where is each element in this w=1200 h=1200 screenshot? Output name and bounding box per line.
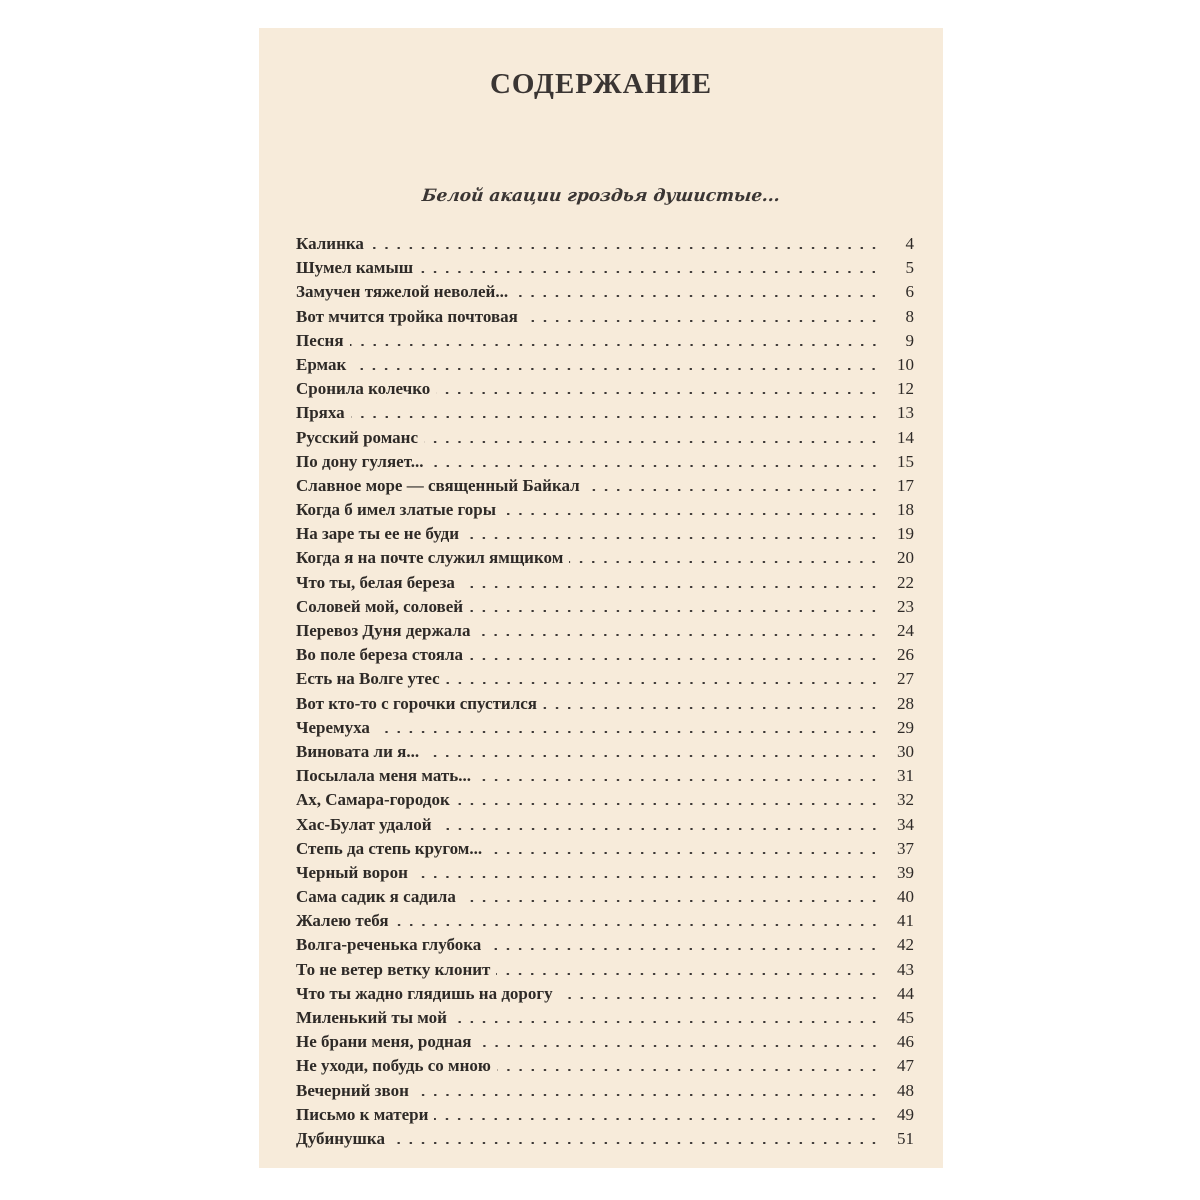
toc-entry-title: Сронила колечко — [296, 379, 431, 399]
toc-entry — [296, 546, 914, 570]
dot-leader — [456, 803, 880, 805]
toc-entry-title: По дону гуляет... — [296, 451, 424, 471]
toc-entry-page-number: 10 — [897, 354, 914, 374]
toc-entry-title: Хас-Булат удалой — [296, 814, 432, 834]
toc-entry-page-number: 20 — [897, 548, 914, 568]
toc-entry-title: Ах, Самара-городок — [296, 790, 450, 810]
toc-entry-title: Что ты, белая береза — [296, 572, 455, 592]
toc-entry-page-number: 12 — [897, 379, 914, 399]
dot-leader — [395, 924, 880, 926]
toc-entry-page-number: 45 — [897, 1008, 914, 1027]
toc-entry — [296, 377, 914, 401]
toc-entry-page-number: 42 — [897, 935, 914, 955]
toc-entry-page-number: 46 — [897, 1032, 914, 1052]
toc-entry — [296, 571, 914, 595]
dot-leader — [586, 489, 880, 491]
dot-leader — [391, 1142, 880, 1144]
dot-leader — [352, 368, 880, 370]
page-title: СОДЕРЖАНИЕ — [489, 68, 713, 100]
dot-leader — [376, 731, 880, 733]
toc-entry — [296, 813, 914, 837]
toc-entry-title: Не брани меня, родная — [296, 1032, 472, 1052]
dot-leader — [524, 320, 880, 322]
toc-entry-title: Миленький ты мой — [296, 1008, 447, 1027]
toc-entry — [296, 1030, 914, 1054]
dot-leader — [414, 876, 880, 878]
toc-entry — [296, 1127, 914, 1151]
toc-entry-page-number: 6 — [905, 282, 914, 302]
toc-entry-title: Славное море — священный Байкал — [296, 475, 580, 495]
toc-entry-page-number: 43 — [897, 959, 914, 979]
toc-entry-title: Ермак — [296, 354, 347, 374]
toc-entry-page-number: 41 — [897, 911, 914, 931]
toc-entry — [296, 1079, 914, 1103]
toc-entry — [296, 692, 914, 716]
toc-entry-title: Вот кто-то с горочки спустился — [296, 693, 537, 713]
toc-entry-page-number: 51 — [897, 1128, 914, 1148]
toc-entry-title: Шумел камыш — [296, 258, 414, 278]
toc-entry-page-number: 15 — [897, 451, 914, 471]
toc-entry — [296, 958, 914, 982]
toc-entry-page-number: 49 — [897, 1104, 914, 1124]
toc-entry-page-number: 32 — [897, 790, 914, 810]
toc-entry-title: Не уходи, побудь со мною — [296, 1056, 491, 1076]
toc-entry-title: То не ветер ветку клонит — [296, 959, 491, 979]
toc-entry-page-number: 19 — [897, 524, 914, 544]
toc-entry — [296, 280, 914, 304]
toc-entry — [296, 909, 914, 933]
dot-leader — [478, 1045, 881, 1047]
toc-entry — [296, 1103, 914, 1127]
toc-entry-title: Вечерний звон — [296, 1080, 409, 1100]
toc-entry — [296, 619, 914, 643]
toc-entry — [296, 232, 914, 256]
toc-entry — [296, 764, 914, 788]
toc-entry-page-number: 31 — [897, 766, 914, 786]
toc-entry-title: Волга-реченька глубока — [296, 935, 482, 955]
toc-entry-page-number: 39 — [897, 862, 914, 882]
toc-entry-title: Русский романс — [296, 427, 419, 447]
dot-leader — [469, 610, 880, 612]
toc-entry-page-number: 13 — [897, 403, 914, 423]
toc-entry-page-number: 27 — [897, 669, 914, 689]
dot-leader — [497, 1069, 880, 1071]
toc-entry-title: Посылала меня мать... — [296, 766, 471, 786]
book-page — [259, 28, 943, 1168]
toc-entry-title: Виновата ли я... — [296, 741, 420, 761]
toc-entry-title: Письмо к матери — [296, 1104, 429, 1124]
dot-leader — [446, 682, 880, 684]
toc-entry-title: Степь да степь кругом... — [296, 838, 483, 858]
dot-leader — [502, 513, 880, 515]
toc-entry-title: Соловей мой, соловей — [296, 596, 464, 616]
toc-entry-page-number: 8 — [905, 306, 914, 326]
toc-entry — [296, 474, 914, 498]
toc-entry-page-number: 24 — [897, 621, 914, 640]
toc-entry — [296, 885, 914, 909]
toc-entry-page-number: 37 — [897, 838, 914, 858]
toc-entry-title: Калинка — [296, 234, 364, 253]
dot-leader — [543, 707, 880, 709]
toc-entry-page-number: 22 — [897, 572, 914, 592]
table-of-contents — [296, 232, 914, 1151]
toc-entry-page-number: 44 — [897, 983, 914, 1003]
toc-entry — [296, 861, 914, 885]
toc-entry — [296, 716, 914, 740]
toc-entry — [296, 1006, 914, 1030]
toc-entry — [296, 667, 914, 691]
toc-entry-title: Что ты жадно глядишь на дорогу — [296, 983, 553, 1003]
toc-entry — [296, 256, 914, 280]
toc-entry — [296, 837, 914, 861]
toc-entry-title: Когда я на почте служил ямщиком — [296, 548, 564, 568]
dot-leader — [438, 828, 880, 830]
toc-entry — [296, 933, 914, 957]
toc-entry-title: Когда б имел златые горы — [296, 500, 497, 520]
dot-leader — [370, 247, 880, 249]
toc-entry — [296, 450, 914, 474]
toc-entry-page-number: 28 — [897, 693, 914, 713]
toc-entry — [296, 498, 914, 522]
dot-leader — [465, 537, 880, 539]
toc-entry — [296, 426, 914, 450]
toc-entry-title: Перевоз Дуня держала — [296, 621, 471, 640]
toc-entry-page-number: 14 — [897, 427, 914, 447]
toc-entry-title: Вот мчится тройка почтовая — [296, 306, 518, 326]
toc-entry — [296, 1054, 914, 1078]
toc-entry-title: Песня — [296, 330, 344, 350]
toc-entry-page-number: 48 — [897, 1080, 914, 1100]
toc-entry-title: Во поле береза стояла — [296, 645, 463, 665]
toc-entry-page-number: 23 — [897, 596, 914, 616]
toc-entry-title: Дубинушка — [296, 1128, 385, 1148]
toc-entry-title: Черемуха — [296, 717, 370, 737]
dot-leader — [462, 900, 880, 902]
dot-leader — [419, 271, 880, 273]
dot-leader — [434, 1118, 880, 1120]
section-title: Белой акации гроздья душистые... — [420, 186, 782, 206]
toc-entry — [296, 595, 914, 619]
dot-leader — [487, 948, 880, 950]
dot-leader — [496, 973, 880, 975]
dot-leader — [476, 634, 880, 636]
toc-entry — [296, 522, 914, 546]
toc-entry-title: Есть на Волге утес — [296, 669, 440, 689]
dot-leader — [424, 441, 880, 443]
toc-entry — [296, 329, 914, 353]
toc-entry-page-number: 4 — [905, 234, 914, 253]
dot-leader — [425, 755, 880, 757]
toc-entry-page-number: 34 — [897, 814, 914, 834]
toc-entry-page-number: 26 — [897, 645, 914, 665]
dot-leader — [430, 465, 880, 467]
toc-entry-title: На заре ты ее не буди — [296, 524, 460, 544]
dot-leader — [488, 852, 880, 854]
toc-entry — [296, 643, 914, 667]
toc-entry-page-number: 18 — [897, 500, 914, 520]
toc-entry — [296, 353, 914, 377]
dot-leader — [453, 1021, 880, 1023]
toc-entry — [296, 788, 914, 812]
toc-entry-title: Замучен тяжелой неволей... — [296, 282, 509, 302]
toc-entry-title: Пряха — [296, 403, 345, 423]
toc-entry-page-number: 17 — [897, 475, 914, 495]
toc-entry-page-number: 9 — [905, 330, 914, 350]
toc-entry — [296, 401, 914, 425]
toc-entry — [296, 305, 914, 329]
toc-entry-title: Жалею тебя — [296, 911, 389, 931]
dot-leader — [436, 392, 880, 394]
dot-leader — [469, 658, 880, 660]
dot-leader — [569, 561, 880, 563]
toc-entry — [296, 740, 914, 764]
dot-leader — [514, 295, 880, 297]
toc-entry-page-number: 5 — [905, 258, 914, 278]
dot-leader — [559, 997, 880, 999]
dot-leader — [477, 779, 880, 781]
toc-entry-title: Сама садик я садила — [296, 887, 456, 907]
toc-entry — [296, 982, 914, 1006]
toc-entry-page-number: 30 — [897, 741, 914, 761]
dot-leader — [415, 1094, 880, 1096]
toc-entry-page-number: 40 — [897, 887, 914, 907]
toc-entry-page-number: 47 — [897, 1056, 914, 1076]
dot-leader — [461, 586, 880, 588]
dot-leader — [350, 344, 880, 346]
toc-entry-title: Черный ворон — [296, 862, 408, 882]
dot-leader — [351, 416, 880, 418]
toc-entry-page-number: 29 — [897, 717, 914, 737]
